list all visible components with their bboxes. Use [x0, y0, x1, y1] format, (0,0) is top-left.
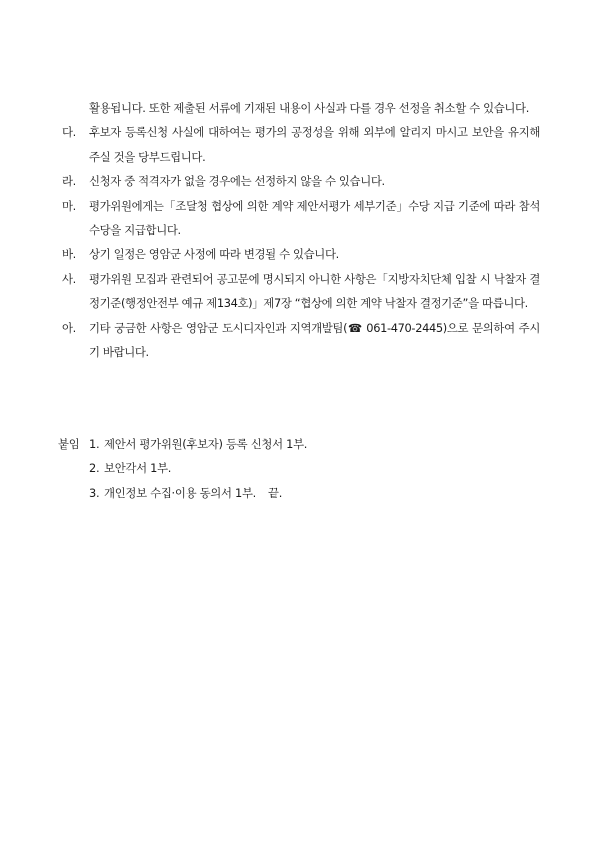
attachment-text-body: 개인정보 수집·이용 동의서 1부. [104, 485, 256, 500]
notice-item-ma [62, 194, 540, 243]
attachment-row [58, 432, 548, 456]
notice-item-ba [62, 242, 540, 266]
notice-item-marker: 라. [62, 174, 76, 189]
notice-item-marker: 다. [62, 125, 76, 140]
notice-item-a [62, 316, 540, 365]
end-mark: 끝. [268, 485, 283, 500]
notice-item-text: 기타 궁금한 사항은 영암군 도시디자인과 지역개발팀(☎ 061-470-2445)으로 문의하여 주시기 바랍니다. [89, 320, 540, 360]
attachment-number: 2. [89, 461, 100, 476]
attachment-text: 보안각서 1부. [104, 461, 172, 476]
notice-item-text: 평가위원에게는「조달청 협상에 의한 계약 제안서평가 세부기준」수당 지급 기준에 따라 참석 수당을 지급합니다. [89, 198, 540, 238]
attachment-heading: 붙임 [58, 437, 80, 451]
notice-item-text: 신청자 중 적격자가 없을 경우에는 선정하지 않을 수 있습니다. [89, 174, 385, 189]
notice-item-sa [62, 267, 540, 316]
notice-item-list [62, 96, 540, 364]
attachment-number: 1. [89, 437, 100, 451]
notice-item-marker: 아. [62, 320, 76, 335]
attachment-text [104, 481, 282, 505]
notice-item-marker: 사. [62, 271, 76, 286]
notice-item-text: 평가위원 모집과 관련되어 공고문에 명시되지 아니한 사항은「지방자치단체 입찰 시 낙찰자 결정기준(행정안전부 예규 제134호)」제7장 “협상에 의한 계약 낙찰자 결정기준”을 따릅니다. [89, 271, 540, 311]
notice-item-ra [62, 169, 540, 193]
notice-item-marker: 바. [62, 247, 76, 262]
attachment-row [58, 456, 548, 480]
notice-item-text: 후보자 등록신청 사실에 대하여는 평가의 공정성을 위해 외부에 알리지 마시고 보안을 유지해 주실 것을 당부드립니다. [89, 125, 540, 164]
attachment-text: 제안서 평가위원(후보자) 등록 신청서 1부. [104, 437, 308, 451]
attachment-number: 3. [89, 485, 100, 500]
notice-item-text: 상기 일정은 영암군 사정에 따라 변경될 수 있습니다. [89, 247, 339, 262]
notice-item-continued [62, 96, 540, 120]
notice-item-marker: 마. [62, 198, 76, 213]
notice-item-text: 활용됩니다. 또한 제출된 서류에 기재된 내용이 사실과 다를 경우 선정을 취소할 수 있습니다. [89, 101, 529, 115]
notice-item-da [62, 120, 540, 169]
attachment-list [58, 432, 548, 505]
attachment-row [58, 481, 548, 505]
